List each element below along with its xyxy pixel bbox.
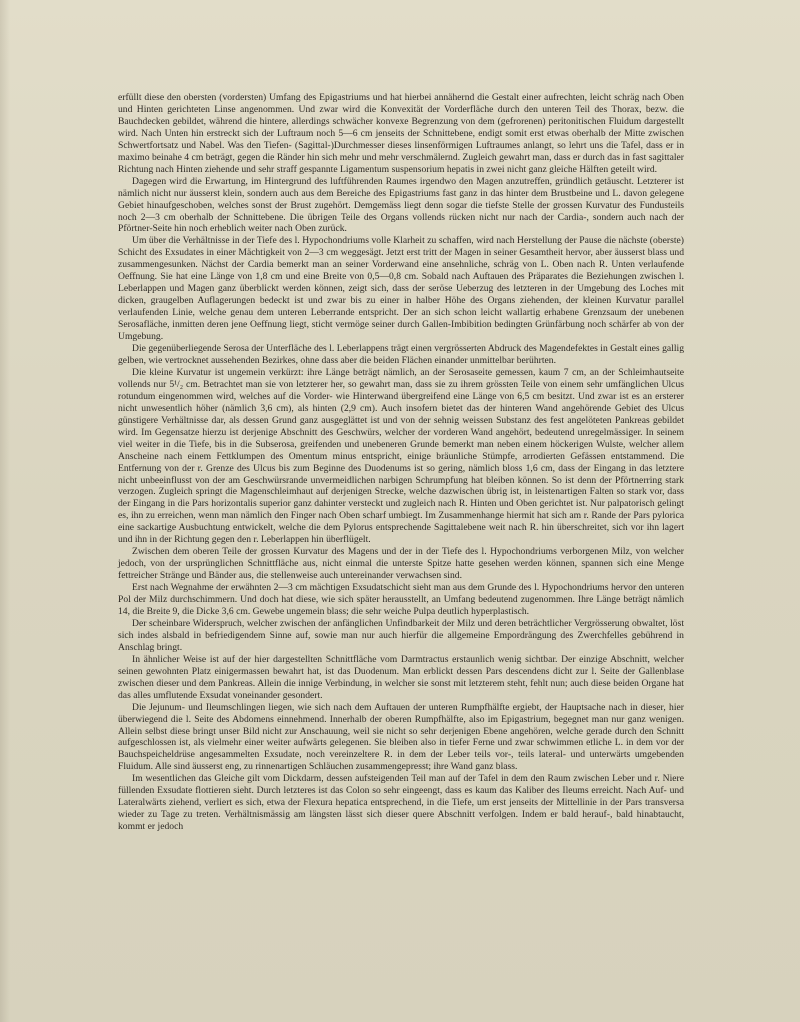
paragraph: Zwischen dem oberen Teile der grossen Kurvatur des Magens und der in der Tiefe des l. Hypochondriums verborgenen Milz, von welcher jedoch, von der ursprünglichen Schnittfläche aus, nicht einmal die unterste Spitze hatte gesehen werden können, spannen sich eine Menge fettreicher Stränge und Bänder aus, die stellenweise auch untereinander verwachsen sind. [118,546,684,582]
paragraph: Im wesentlichen das Gleiche gilt vom Dickdarm, dessen aufsteigenden Teil man auf der Tafel in dem den Raum zwischen Leber und r. Niere füllenden Exsudate flottieren sieht. Durch letzteres ist das Colon so sehr eingeengt, dass es kaum das Kaliber des Ileums erreicht. Nach Auf- und Lateralwärts ziehend, verliert es sich, etwa der Flexura hepatica entsprechend, in die Tiefe, um erst jenseits der Mittellinie in der Pars transversa wieder zu Tage zu treten. Verhältnismässig am längsten lässt sich dieser quere Abschnitt verfolgen. Indem er bald herauf-, bald hinabtaucht, kommt er jedoch [118,773,684,833]
paragraph: Erst nach Wegnahme der erwähnten 2—3 cm mächtigen Exsudatschicht sieht man aus dem Grunde des l. Hypochondriums hervor den unteren Pol der Milz durchschimmern. Und doch hat diese, wie sich später herausstellt, an Umfang bedeutend zugenommen. Ihre Länge beträgt nämlich 14, die Breite 9, die Dicke 3,6 cm. Gewebe ungemein blass; die sehr weiche Pulpa deutlich hyperplastisch. [118,582,684,617]
paragraph: In ähnlicher Weise ist auf der hier dargestellten Schnittfläche vom Darmtractus erstaunlich wenig sichtbar. Der einzige Abschnitt, welcher seinen gewohnten Platz einigermassen bewahrt hat, ist das Duodenum. Man erblickt dessen Pars descendens dicht zur l. Seite der Gallenblase zwischen dieser und dem Pankreas. Allein die innige Verbindung, in welcher sie sonst mit letzterem steht, fehlt nun; auch diese beiden Organe hat das alles umflutende Exsudat voneinander gesondert. [118,653,684,701]
paragraph: erfüllt diese den obersten (vordersten) Umfang des Epigastriums und hat hierbei annähernd die Gestalt einer aufrechten, leicht schräg nach Oben und Hinten gerichteten Linse angenommen. Und zwar wird die Konvexität der Vorderfläche durch den unteren Teil des Thorax, bezw. die Bauchdecken gebildet, während die hintere, allerdings schwächer konvexe Begrenzung von dem (gefrorenen) peritonitischen Fluidum dargestellt wird. Nach Unten hin erstreckt sich der Luftraum noch 5—6 cm jenseits der Schnittebene, endigt somit erst etwas oberhalb der Mitte zwischen Schwertfortsatz und Nabel. Was den Tiefen- (Sagittal-)Durchmesser dieses linsenförmigen Luftraumes anlangt, so lehrt uns die Tafel, dass er in maximo beinahe 4 cm beträgt, gegen die Ränder hin sich mehr und mehr verschmälernd. Zugleich gewahrt man, dass er durch das in fast sagittaler Richtung nach Hinten ziehende und sehr straff gespannte Ligamentum suspensorium hepatis in zwei nicht ganz gleiche Hälften geteilt wird. [118,92,684,175]
paragraph: Die Jejunum- und Ileumschlingen liegen, wie sich nach dem Auftauen der unteren Rumpfhälfte ergiebt, der Hauptsache nach in dieser, hier überwiegend die l. Seite des Abdomens einnehmend. Innerhalb der oberen Rumpfhälfte, also im Epigastrium, begegnet man nur ganz wenigen. Allein selbst diese bringt unser Bild nicht zur Anschauung, weil sie nicht so sehr derjenigen Ebene angehören, welche gerade durch den Schnitt aufgeschlossen ist, als vielmehr einer weiter aufwärts gelegenen. Sie bleiben also in tiefer Ferne und zwar schwimmen etliche L. in dem vor der Bauchspeicheldrüse angesammelten Exsudate, noch vereinzeltere R. in dem der Leber teils vor-, teils lateral- und unterwärts umgebenden Fluidum. Alle sind äusserst eng, zu rinnenartigen Schläuchen zusammengepresst; ihre Wand ganz blass. [118,701,684,773]
paragraph: Die kleine Kurvatur ist ungemein verkürzt: ihre Länge beträgt nämlich, an der Serosaseite gemessen, kaum 7 cm, an der Schleimhautseite vollends nur 5¹/₂ cm. Betrachtet man sie von letzterer her, so gewahrt man, dass sie zu ihrem grössten Teile von einem sehr umfänglichen Ulcus rotundum eingenommen wird, welches auf die Vorder- wie Hinterwand übergreifend eine Länge von 6,5 cm besitzt. Und zwar ist es an ersterer nicht unwesentlich höher (nämlich 3,6 cm), als hinten (2,9 cm). Auch insofern bietet das der hinteren Wand angehörende Gebiet des Ulcus günstigere Verhältnisse dar, als dessen Grund ganz ausgeglättet ist und von der sehnig weissen Substanz des fest angelöteten Pankreas gebildet wird. Im Gegensatze hierzu ist derjenige Abschnitt des Geschwürs, welcher der vorderen Wand angehört, bedeutend unregelmässiger. In seinem viel weiter in die Tiefe, bis in die Subserosa, greifenden und unebeneren Grunde bemerkt man neben einem höckerigen Wulste, welcher allem Anscheine nach einem Fettklumpen des Omentum minus entspricht, einige bräunliche Stümpfe, arrodierten Gefässen entstammend. Die Entfernung von der r. Grenze des Ulcus bis zum Beginne des Duodenums ist so gering, nämlich bloss 1,6 cm, dass der Eingang in das letztere nicht unbeeinflusst von der am Geschwürsrande unvermeidlichen narbigen Schrumpfung hat bleiben können. So ist denn der Pförtnerring stark verzogen. Zugleich springt die Magenschleimhaut auf derjenigen Strecke, welche dazwischen übrig ist, in leistenartigen Falten so stark vor, dass der Eingang in die Pars horizontalis superior ganz dahinter versteckt und zugleich nach R. Hinten und Oben gerichtet ist. Nur palpatorisch gelingt es, ihn zu erreichen, wenn man nämlich den Finger nach Oben scharf umbiegt. Im Zusammenhange hiermit hat sich am r. Rande der Pars pylorica eine sackartige Ausbuchtung entwickelt, welche die dem Pylorus entsprechende Sagittalebene weit nach R. hin überschreitet, sich vor ihn lagert und ihn in der Richtung gegen den r. Leberlappen hin überflügelt. [118,366,684,546]
paragraph: Die gegenüberliegende Serosa der Unterfläche des l. Leberlappens trägt einen vergrösserten Abdruck des Magendefektes in Gestalt eines gallig gelben, wie vertrocknet aussehenden Bezirkes, ohne dass aber die beiden Flächen einander unmittelbar berührten. [118,343,684,366]
body-text [118,92,684,833]
paragraph: Dagegen wird die Erwartung, im Hintergrund des luftführenden Raumes irgendwo den Magen anzutreffen, gründlich getäuscht. Letzterer ist nämlich nicht nur äusserst klein, sondern auch aus dem Bereiche des Epigastriums fast ganz in das hinter dem Brustbeine und L. davon gelegene Gebiet hinaufgeschoben, welches sonst der Brust zugehört. Demgemäss liegt denn sogar die tiefste Stelle der grossen Kurvatur des Fundusteils noch 2—3 cm oberhalb der Schnittebene. Die übrigen Teile des Organs vollends rücken nicht nur nach der Cardia-, sondern auch nach der Pförtner-Seite hin noch erheblich weiter nach Oben zurück. [118,175,684,235]
page-edge-shadow [0,0,10,1022]
paragraph: Um über die Verhältnisse in der Tiefe des l. Hypochondriums volle Klarheit zu schaffen, wird nach Herstellung der Pause die nächste (oberste) Schicht des Exsudates in einer Mächtigkeit von 2—3 cm weggesägt. Jetzt erst tritt der Magen in seiner Gesamtheit hervor, aber äusserst blass und zusammengesunken. Nächst der Cardia bemerkt man an seiner Vorderwand eine ansehnliche, schräg von L. Oben nach R. Unten verlaufende Oeffnung. Sie hat eine Länge von 1,8 cm und eine Breite von 0,5—0,8 cm. Sobald nach Auftauen des Präparates die Beziehungen zwischen l. Leberlappen und Magen ganz überblickt werden können, zeigt sich, dass der seröse Ueberzug des letzteren in der Umgebung des Loches mit dicken, graugelben Auflagerungen bedeckt ist und zwar bis zu einer in halber Höhe des Organs ziehenden, der kleinen Kurvatur parallel verlaufenden Linie, welche genau dem unteren Leberrande entspricht. Der an sich schon leicht wallartig erhabene Grenzsaum der unebenen Serosafläche, inmitten deren jene Oeffnung liegt, sticht vermöge seiner durch Gallen-Imbibition bedingten Grünfärbung noch schärfer ab von der Umgebung. [118,235,684,343]
paragraph: Der scheinbare Widerspruch, welcher zwischen der anfänglichen Unfindbarkeit der Milz und deren beträchtlicher Vergrösserung obwaltet, löst sich indes alsbald in befriedigendem Sinne auf, sowie man nur auch hierfür die allgemeine Empordrängung des Zwerchfelles gebührend in Anschlag bringt. [118,617,684,653]
